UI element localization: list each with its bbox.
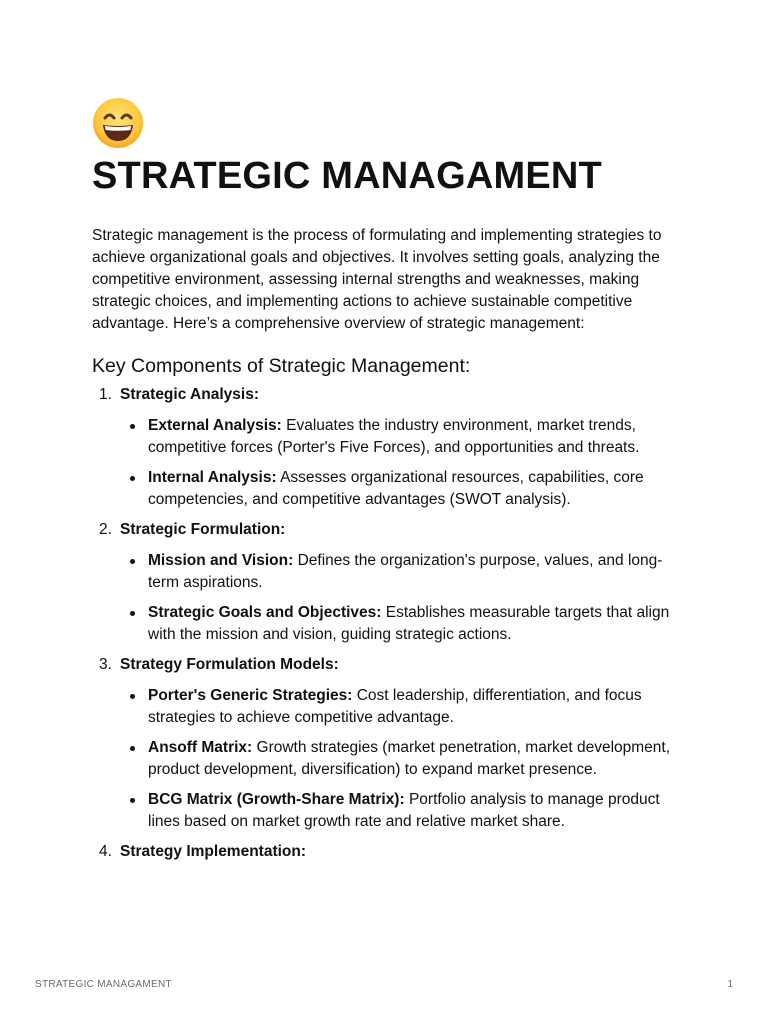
component-number: 1.: [99, 386, 112, 403]
document-page: [92, 96, 692, 863]
page-number: 1: [727, 979, 733, 990]
list-item: [120, 550, 688, 594]
point-title: Mission and Vision:: [148, 552, 294, 569]
component-item: [92, 384, 692, 511]
point-text: Evaluates the industry environment, market trends, competitive forces (Porter's Five Forces), and opportunities and threats.: [148, 417, 640, 456]
component-title: Strategic Formulation:: [120, 521, 286, 538]
components-list: [92, 384, 692, 863]
point-title: Ansoff Matrix:: [148, 739, 253, 756]
bullet-icon: [130, 611, 135, 616]
component-number: 4.: [99, 843, 112, 860]
list-item: [120, 602, 688, 646]
point-text: Establishes measurable targets that align with the mission and vision, guiding strategic actions.: [148, 604, 670, 643]
component-number: 3.: [99, 656, 112, 673]
point-title: Porter's Generic Strategies:: [148, 687, 353, 704]
component-item: [92, 519, 692, 646]
list-item: [120, 789, 688, 833]
bullet-icon: [130, 694, 135, 699]
point-text: Assesses organizational resources, capabilities, core competencies, and competitive advantages (SWOT analysis).: [148, 469, 644, 508]
component-title: Strategy Formulation Models:: [120, 656, 339, 673]
grinning-face-icon: [91, 96, 145, 150]
points-list: [120, 685, 692, 833]
point-text: Portfolio analysis to manage product lines based on market growth rate and relative market share.: [148, 791, 660, 830]
component-number: 2.: [99, 521, 112, 538]
point-title: External Analysis:: [148, 417, 282, 434]
bullet-icon: [130, 746, 135, 751]
point-text: Cost leadership, differentiation, and focus strategies to achieve competitive advantage.: [148, 687, 642, 726]
list-item: [120, 685, 688, 729]
bullet-icon: [130, 476, 135, 481]
intro-paragraph: Strategic management is the process of formulating and implementing strategies to achieve organizational goals and objectives. It involves setting goals, analyzing the competitive environment, assessing internal strengths and weaknesses, making strategic choices, and implementing actions to achieve sustainable competitive advantage. Here’s a comprehensive overview of strategic management:: [92, 227, 662, 332]
component-item: [92, 841, 692, 863]
points-list: [120, 415, 692, 511]
list-item: [120, 467, 688, 511]
component-title: Strategy Implementation:: [120, 843, 307, 860]
point-title: Internal Analysis:: [148, 469, 277, 486]
point-title: BCG Matrix (Growth-Share Matrix):: [148, 791, 405, 808]
point-title: Strategic Goals and Objectives:: [148, 604, 382, 621]
list-item: [120, 737, 688, 781]
point-text: Growth strategies (market penetration, market development, product development, diversification) to expand market presence.: [148, 739, 671, 778]
section-heading: Key Components of Strategic Management:: [92, 355, 471, 377]
page-title: STRATEGIC MANAGAMENT: [92, 155, 602, 197]
list-item: [120, 415, 688, 459]
bullet-icon: [130, 798, 135, 803]
bullet-icon: [130, 559, 135, 564]
point-text: Defines the organization's purpose, values, and long-term aspirations.: [148, 552, 663, 591]
footer-title: STRATEGIC MANAGAMENT: [35, 979, 172, 990]
component-item: [92, 654, 692, 833]
points-list: [120, 550, 692, 646]
bullet-icon: [130, 424, 135, 429]
component-title: Strategic Analysis:: [120, 386, 259, 403]
